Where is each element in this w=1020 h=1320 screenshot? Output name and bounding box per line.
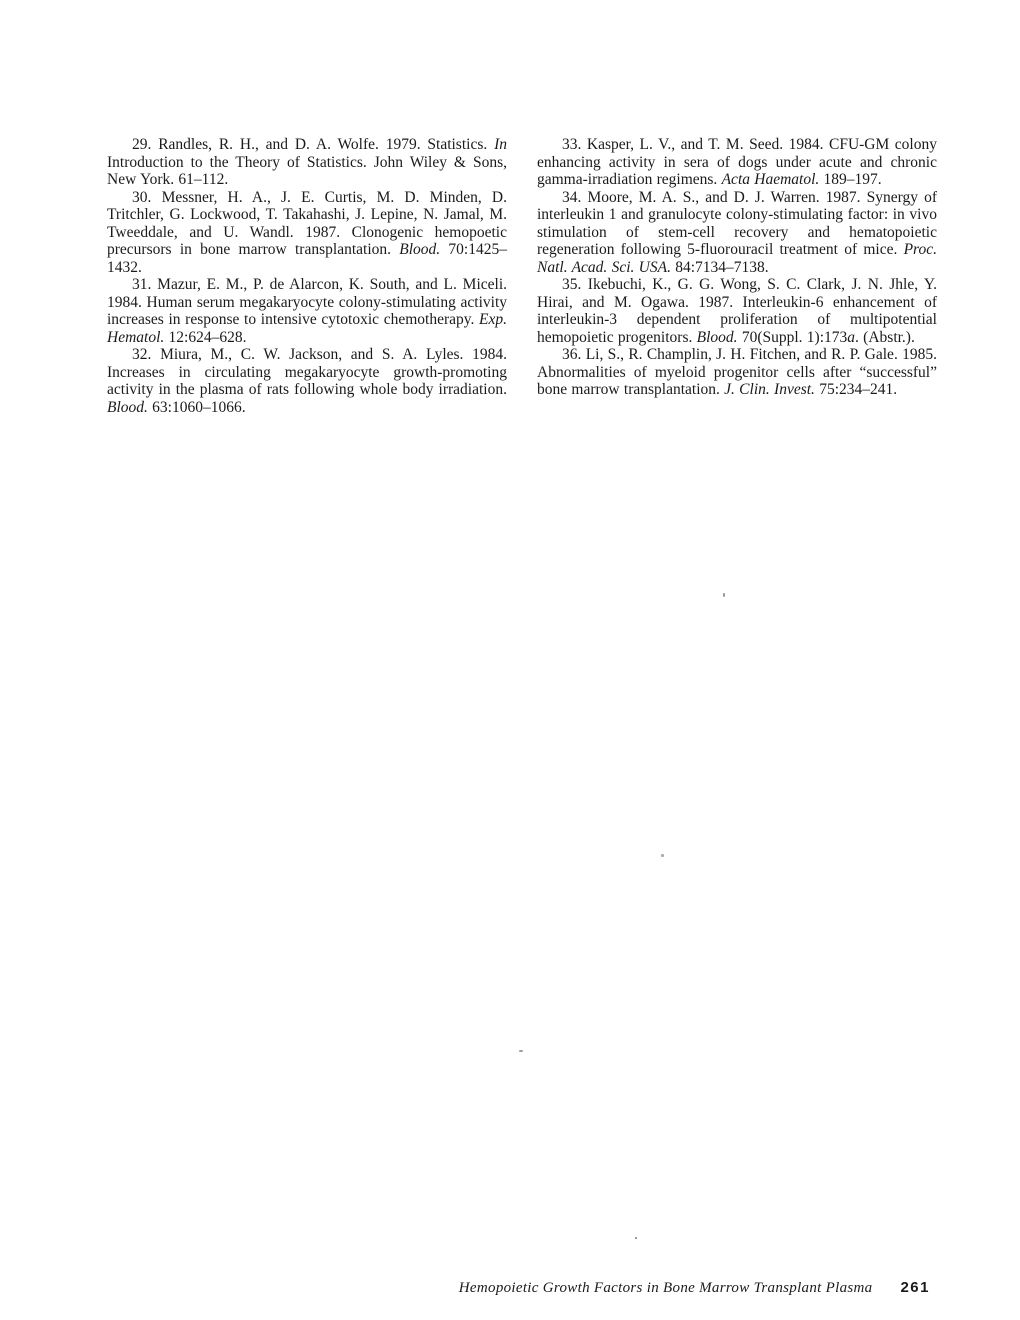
reference-text: Messner, H. A., J. E. Curtis, M. D. Minden, D. Tritchler, G. Lockwood, T. Takahashi, J. Lepine, N. Jamal, M. Tweeddale, and U. Wandl. 1987. Clonogenic hemopoetic precursors in bone marrow transplantation.: [107, 188, 508, 258]
reference-text: Moore, M. A. S., and D. J. Warren. 1987. Synergy of interleukin 1 and granulocyte colony-stimulating factor: in vivo stimulation of stem-cell recovery and hematopoietic regeneration following 5-fluorouracil treatment of mice.: [537, 188, 937, 258]
references-section: [107, 136, 937, 416]
reference-italic-text: In: [494, 136, 507, 153]
reference-number: 32.: [132, 346, 161, 363]
reference-text: 84:7134–7138.: [670, 258, 769, 276]
page-footer: [107, 1279, 930, 1297]
reference-number: 34.: [562, 188, 588, 206]
reference-text: Kasper, L. V., and T. M. Seed. 1984. CFU-GM colony enhancing activity in sera of dogs under acute and chronic gamma-irradiation regimens.: [537, 136, 937, 188]
reference-text: 189–197.: [819, 171, 882, 188]
reference-32: [107, 346, 507, 416]
footer-page-number: 261: [900, 1279, 930, 1296]
reference-number: 35.: [562, 276, 588, 293]
reference-31: [107, 276, 507, 346]
references-right-column: [537, 136, 937, 416]
reference-italic-text: Exp. Hematol.: [107, 311, 507, 346]
reference-text: 12:624–628.: [164, 328, 247, 346]
reference-number: 29.: [132, 136, 159, 153]
reference-text: Miura, M., C. W. Jackson, and S. A. Lyles. 1984. Increases in circulating megakaryocyte growth-promoting activity in the plasma of rats following whole body irradiation.: [107, 346, 507, 398]
reference-italic-text: Blood.: [399, 241, 441, 258]
reference-italic-text: Blood.: [696, 328, 738, 346]
reference-text: Randles, R. H., and D. A. Wolfe. 1979. Statistics.: [158, 136, 495, 153]
scan-speck: [723, 593, 725, 597]
reference-number: 31.: [132, 276, 158, 293]
reference-34: [537, 189, 937, 277]
reference-text: Introduction to the Theory of Statistics. John Wiley & Sons, New York. 61–112.: [107, 153, 507, 188]
reference-italic-text: Acta Haematol.: [721, 171, 820, 188]
references-left-column: [107, 136, 507, 416]
reference-number: 33.: [562, 136, 587, 153]
footer-running-title: Hemopoietic Growth Factors in Bone Marrow Transplant Plasma: [458, 1280, 873, 1296]
scan-speck: [635, 1237, 637, 1239]
reference-35: [537, 276, 937, 346]
reference-36: [537, 346, 937, 399]
reference-italic-text: a: [847, 328, 856, 346]
scan-speck: [661, 854, 664, 857]
reference-text: 70:1425–1432.: [107, 241, 507, 276]
reference-text: Ikebuchi, K., G. G. Wong, S. C. Clark, J. N. Jhle, Y. Hirai, and M. Ogawa. 1987. Interleukin-6 enhancement of interleukin-3 dependent proliferation of multipotential hemopoietic progenitors.: [537, 276, 937, 346]
reference-29: [107, 136, 507, 189]
reference-number: 36.: [562, 346, 586, 363]
reference-text: 75:234–241.: [814, 381, 898, 398]
reference-italic-text: J. Clin. Invest.: [724, 381, 815, 398]
reference-30: [107, 189, 507, 277]
reference-33: [537, 136, 937, 189]
reference-text: 63:1060–1066.: [147, 398, 246, 416]
reference-italic-text: Blood.: [107, 398, 148, 416]
reference-text: 70(Suppl. 1):173: [737, 328, 848, 346]
reference-text: Mazur, E. M., P. de Alarcon, K. South, and L. Miceli. 1984. Human serum megakaryocyte colony-stimulating activity increases in response to intensive cytotoxic chemotherapy.: [107, 276, 508, 328]
reference-text: . (Abstr.).: [855, 328, 915, 346]
reference-number: 30.: [132, 188, 162, 206]
scan-speck: [519, 1050, 523, 1052]
reference-text: Li, S., R. Champlin, J. H. Fitchen, and R. P. Gale. 1985. Abnormalities of myeloid progenitor cells after “successful” bone marrow transplantation.: [537, 346, 937, 398]
reference-italic-text: Proc. Natl. Acad. Sci. USA.: [537, 241, 937, 276]
